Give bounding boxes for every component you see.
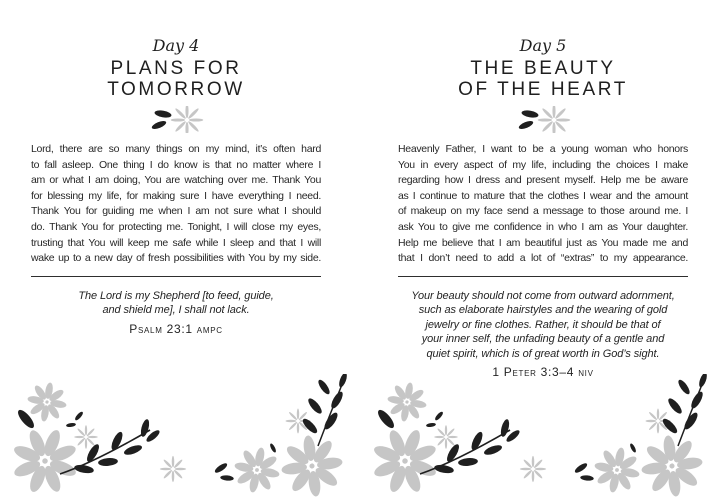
page-content (398, 36, 688, 379)
quote-line: your inner self, the unfading beauty of a gentle and (421, 333, 665, 346)
title-line: PLANS FOR (110, 58, 242, 79)
prayer-line: Lord, there are so many things on my mind, it’s often hard (31, 143, 321, 155)
page-day-5 (360, 0, 720, 504)
title-line: OF THE HEART (458, 79, 628, 100)
prayer-line: ask You to give me confidence in who I am as Your daughter. (398, 220, 688, 233)
divider-rule (398, 276, 688, 277)
prayer-line: do. Thank You for protecting me. Tonight, I will close my eyes, (31, 220, 321, 233)
leaf-flower-motif-icon (31, 106, 321, 133)
prayer-line: for blessing my life, for making sure I have everything I need. (31, 189, 321, 202)
quote-line: The Lord is my Shepherd [to feed, guide, (78, 289, 274, 302)
prayer-line: trusting that You will keep me safe while I sleep and that I will (31, 236, 321, 249)
scripture-reference: Psalm 23:1 ampc (129, 321, 223, 336)
prayer-line: as I continue to mature that the clothes I wear and the amount (398, 189, 688, 202)
prayer-line: Heavenly Father, I want to be a young woman who honors (398, 143, 688, 155)
prayer-line: regarding how I dress and present myself. Help me be aware (398, 174, 688, 187)
chapter-title (31, 58, 321, 100)
title-line: THE BEAUTY (470, 58, 616, 79)
divider-rule (31, 276, 321, 277)
leaf-flower-motif-icon (398, 106, 688, 133)
quote-line: quiet spirit, which is of great worth in God’s sight. (426, 347, 660, 360)
prayer-line: Thank You for guiding me when I am not sure what I should (31, 205, 321, 218)
title-line: TOMORROW (107, 79, 245, 100)
page-content (31, 36, 321, 336)
prayer-line: of makeup on my face send a message to those around me. I (398, 205, 688, 218)
floral-decoration (360, 374, 720, 504)
scripture-quote (398, 289, 688, 362)
quote-line: Your beauty should not come from outward adornment, (411, 289, 675, 302)
day-label: Day 4 (152, 36, 200, 55)
scripture-quote (31, 289, 321, 318)
prayer-line: wake up to a new day of fresh possibilities with You by my side. (31, 252, 321, 265)
day-label: Day 5 (519, 36, 567, 55)
floral-decoration (0, 374, 360, 504)
prayer-line: am or what I am doing, You are watching over me. Thank You (31, 174, 321, 187)
prayer-line: to fall asleep. One thing I do know is that no matter where I (31, 158, 321, 171)
prayer-text (398, 142, 688, 267)
quote-line: and shield me], I shall not lack. (102, 304, 250, 317)
prayer-line: that I don’t need to add a lot of “extras” to my appearance. (398, 252, 688, 265)
quote-line: such as elaborate hairstyles and the wearing of gold (418, 304, 668, 317)
prayer-line: Help me believe that I am beautiful just as You made me and (398, 236, 688, 249)
chapter-title (398, 58, 688, 100)
scripture-reference: 1 Peter 3:3–4 niv (492, 365, 594, 380)
quote-line: jewelry or fine clothes. Rather, it should be that of (425, 318, 661, 331)
prayer-text (31, 142, 321, 267)
prayer-line: You in every aspect of my life, including the choices I make (398, 158, 688, 171)
